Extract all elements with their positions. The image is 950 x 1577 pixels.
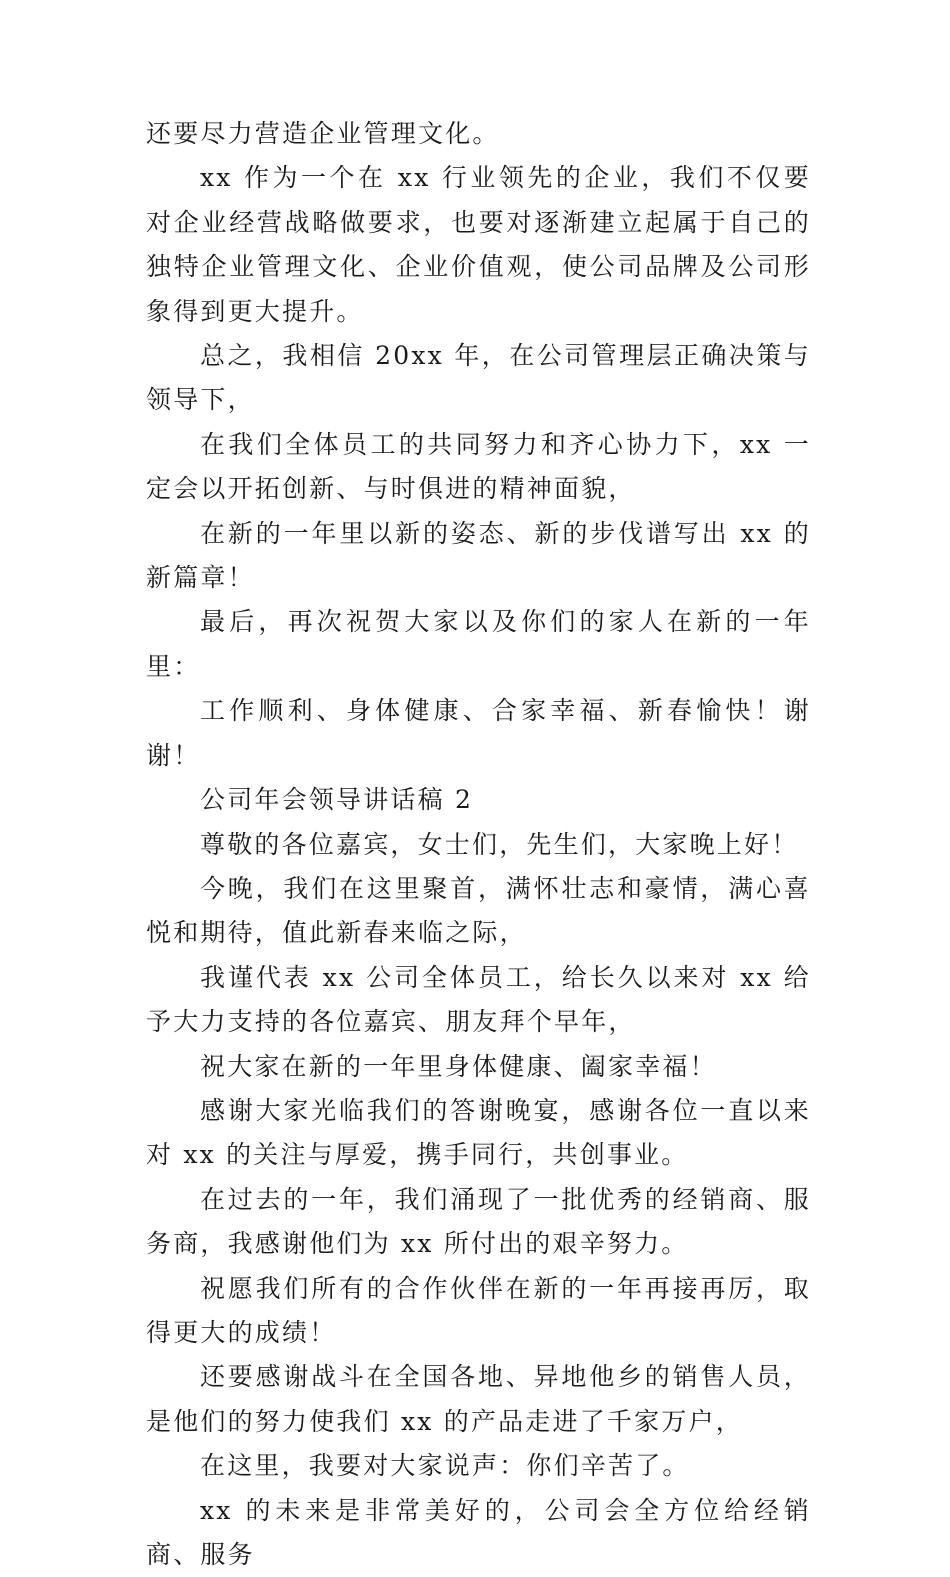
paragraph: 在这里，我要对大家说声：你们辛苦了。 xyxy=(200,1451,690,1481)
paragraph: 最后，再次祝贺大家以及你们的家人在新的一年里： xyxy=(146,607,811,681)
paragraph: 在过去的一年，我们涌现了一批优秀的经销商、服务商，我感谢他们为 xx 所付出的艰辛努力。 xyxy=(146,1184,811,1259)
paragraph: 在我们全体员工的共同努力和齐心协力下，xx 一定会以开拓创新、与时俱进的精神面貌， xyxy=(146,429,811,504)
paragraph: 在新的一年里以新的姿态、新的步伐谱写出 xx 的新篇章！ xyxy=(146,518,811,593)
paragraph: xx 的未来是非常美好的，公司会全方位给经销商、服务 xyxy=(146,1495,811,1569)
document-body xyxy=(146,112,811,1577)
paragraph: xx 作为一个在 xx 行业领先的企业，我们不仅要对企业经营战略做要求，也要对逐渐建立起属于自己的独特企业管理文化、企业价值观，使公司品牌及公司形象得到更大提升。 xyxy=(146,163,811,326)
paragraph: 尊敬的各位嘉宾，女士们，先生们，大家晚上好！ xyxy=(200,829,799,859)
section-heading: 公司年会领导讲话稿 2 xyxy=(200,785,474,815)
paragraph: 还要尽力营造企业管理文化。 xyxy=(146,119,500,148)
paragraph: 还要感谢战斗在全国各地、异地他乡的销售人员，是他们的努力使我们 xx 的产品走进了千家万户， xyxy=(146,1362,811,1436)
paragraph: 祝大家在新的一年里身体健康、阖家幸福！ xyxy=(200,1051,717,1081)
paragraph: 总之，我相信 20xx 年，在公司管理层正确决策与领导下， xyxy=(146,341,811,415)
paragraph: 今晚，我们在这里聚首，满怀壮志和豪情，满心喜悦和期待，值此新春来临之际， xyxy=(146,873,811,948)
paragraph: 我谨代表 xx 公司全体员工，给长久以来对 xx 给予大力支持的各位嘉宾、朋友拜个早年， xyxy=(146,962,811,1037)
paragraph: 感谢大家光临我们的答谢晚宴，感谢各位一直以来对 xx 的关注与厚爱，携手同行，共创事业。 xyxy=(146,1095,811,1170)
paragraph: 工作顺利、身体健康、合家幸福、新春愉快！谢谢！ xyxy=(146,696,811,770)
paragraph: 祝愿我们所有的合作伙伴在新的一年再接再厉，取得更大的成绩！ xyxy=(146,1273,811,1347)
